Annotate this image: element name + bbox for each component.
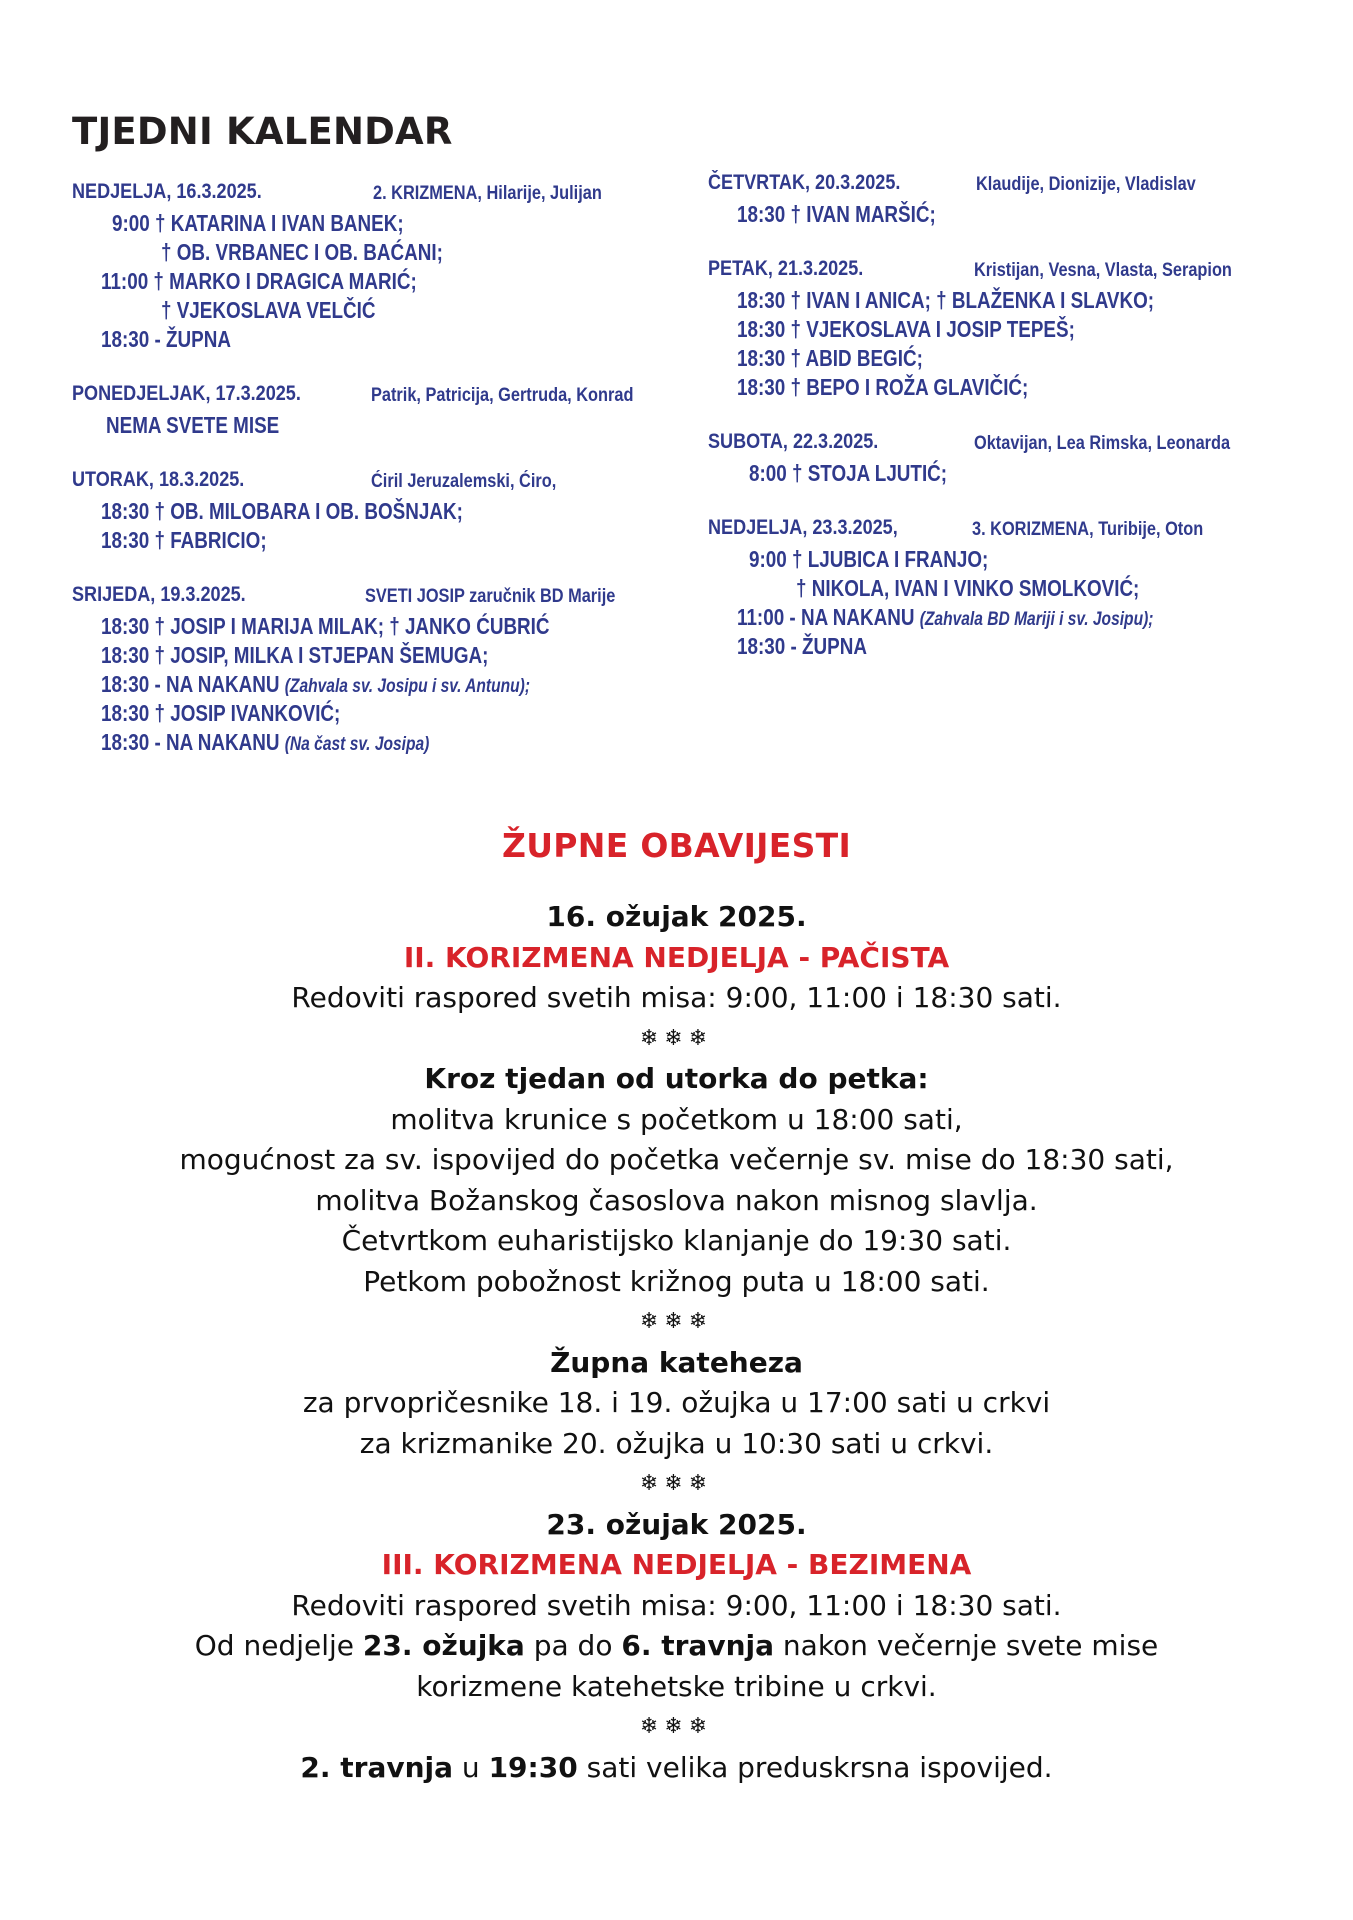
day-name: SRIJEDA, 19.3.2025. [72,583,246,606]
notice-line: Petkom pobožnost križnog puta u 18:00 sati. [363,1264,990,1298]
notice-line: Redoviti raspored svetih misa: 9:00, 11:00 i 18:30 sati. [291,1588,1062,1622]
notice-date: 16. ožujak 2025. [546,900,807,933]
mass-line: 8:00 † STOJA LJUTIĆ; [749,460,948,486]
day-saints: 2. KRIZMENA, Hilarije, Julijan [373,183,602,204]
calendar-left-column [72,180,692,785]
day-name: SUBOTA, 22.3.2025. [708,430,879,453]
notice-date: 23. ožujak 2025. [546,1507,807,1541]
mass-line: 18:30 - NA NAKANU (Zahvala sv. Josipu i sv. Antunu); [101,671,531,697]
notice-line: za krizmanike 20. ožujka u 10:30 sati u crkvi. [359,1426,994,1460]
mass-line: 18:30 - NA NAKANU (Na čast sv. Josipa) [101,729,430,755]
mass-line: 18:30 - ŽUPNA [101,326,231,352]
mass-line: 18:30 † VJEKOSLAVA I JOSIP TEPEŠ; [737,316,1075,342]
calendar-day [72,583,692,758]
mass-line: 18:30 † OB. MILOBARA I OB. BOŠNJAK; [101,498,463,524]
day-name: NEDJELJA, 23.3.2025, [708,516,898,539]
day-saints: SVETI JOSIP zaručnik BD Marije [365,586,616,607]
snowflake-separator-icon: ❄❄❄ [639,1471,714,1496]
day-name: PONEDJELJAK, 17.3.2025. [72,382,301,405]
snowflake-separator-icon: ❄❄❄ [639,1025,714,1051]
mass-line: 18:30 † IVAN I ANICA; † BLAŽENKA I SLAVKO; [737,287,1155,313]
mass-line: † NIKOLA, IVAN I VINKO SMOLKOVIĆ; [796,575,1140,601]
notice-line: za prvopričesnike 18. i 19. ožujka u 17:00 sati u crkvi [302,1386,1051,1419]
calendar-day [708,430,1338,489]
mass-line: 18:30 † JOSIP IVANKOVIĆ; [101,700,341,726]
mass-line: 11:00 - NA NAKANU (Zahvala BD Mariji i sv. Josipu); [737,604,1154,630]
mass-line: 18:30 † IVAN MARŠIĆ; [737,201,936,227]
calendar-right-column [708,171,1338,689]
mass-line: 18:30 † FABRICIO; [101,527,267,553]
mass-line: † OB. VRBANEC I OB. BAĆANI; [161,239,443,265]
notice-sunday-title: III. KORIZMENA NEDJELJA - BEZIMENA [381,1548,972,1581]
calendar-day [72,382,692,441]
mass-line: 11:00 † MARKO I DRAGICA MARIĆ; [101,268,417,294]
snowflake-separator-icon: ❄❄❄ [639,1714,714,1739]
notice-line: korizmene katehetske tribine u crkvi. [416,1669,937,1703]
parish-notices [0,826,1353,1788]
day-saints: Ćiril Jeruzalemski, Ćiro, [371,471,557,492]
calendar-day [72,180,692,355]
calendar-day [72,468,692,556]
mass-note: (Zahvala sv. Josipu i sv. Antunu); [284,676,531,697]
calendar-day [708,257,1338,403]
notice-line: Četvrtkom euharistijsko klanjanje do 19:30 sati. [341,1224,1012,1257]
notice-heading: Župna kateheza [550,1345,803,1379]
mass-line: 18:30 - ŽUPNA [737,633,867,659]
notice-line: molitva Božanskog časoslova nakon misnog slavlja. [315,1183,1038,1217]
mass-line: 18:30 † ABID BEGIĆ; [737,345,923,371]
day-saints: Oktavijan, Lea Rimska, Leonarda [974,433,1231,454]
day-saints: 3. KORIZMENA, Turibije, Oton [972,519,1204,540]
notice-sunday-title: II. KORIZMENA NEDJELJA - PAČISTA [403,940,950,974]
day-name: ČETVRTAK, 20.3.2025. [708,171,901,194]
day-name: PETAK, 21.3.2025. [708,257,864,280]
day-saints: Klaudije, Dionizije, Vladislav [976,174,1196,195]
page-title: TJEDNI KALENDAR [72,110,453,153]
calendar-day [708,516,1338,662]
day-saints: Patrik, Patricija, Gertruda, Konrad [371,385,634,406]
mass-line: 9:00 † LJUBICA I FRANJO; [749,546,989,572]
mass-line: 18:30 † BEPO I ROŽA GLAVIČIĆ; [737,374,1029,400]
notice-line: Od nedjelje 23. ožujka pa do 6. travnja nakon večernje svete mise [194,1629,1159,1662]
calendar-day [708,171,1338,230]
day-name: UTORAK, 18.3.2025. [72,468,245,491]
mass-line: 9:00 † KATARINA I IVAN BANEK; [112,210,404,236]
mass-note: (Zahvala BD Mariji i sv. Josipu); [919,609,1154,630]
day-name: NEDJELJA, 16.3.2025. [72,180,262,203]
mass-line: 18:30 † JOSIP, MILKA I STJEPAN ŠEMUGA; [101,642,489,668]
notice-line: mogućnost za sv. ispovijed do početka večernje sv. mise do 18:30 sati, [179,1143,1174,1176]
mass-line: † VJEKOSLAVA VELČIĆ [161,297,376,323]
mass-line: NEMA SVETE MISE [106,412,280,438]
notice-line: 2. travnja u 19:30 sati velika preduskrsna ispovijed. [300,1750,1053,1784]
snowflake-separator-icon: ❄❄❄ [639,1309,714,1334]
day-saints: Kristijan, Vesna, Vlasta, Serapion [974,260,1232,281]
notices-title: ŽUPNE OBAVIJESTI [501,826,852,865]
notice-line: molitva krunice s početkom u 18:00 sati, [390,1102,963,1136]
mass-line: 18:30 † JOSIP I MARIJA MILAK; † JANKO ĆUBRIĆ [101,613,550,639]
notice-line: Redoviti raspored svetih misa: 9:00, 11:00 i 18:30 sati. [291,981,1062,1014]
mass-note: (Na čast sv. Josipa) [284,734,430,755]
notice-heading: Kroz tjedan od utorka do petka: [424,1062,929,1095]
